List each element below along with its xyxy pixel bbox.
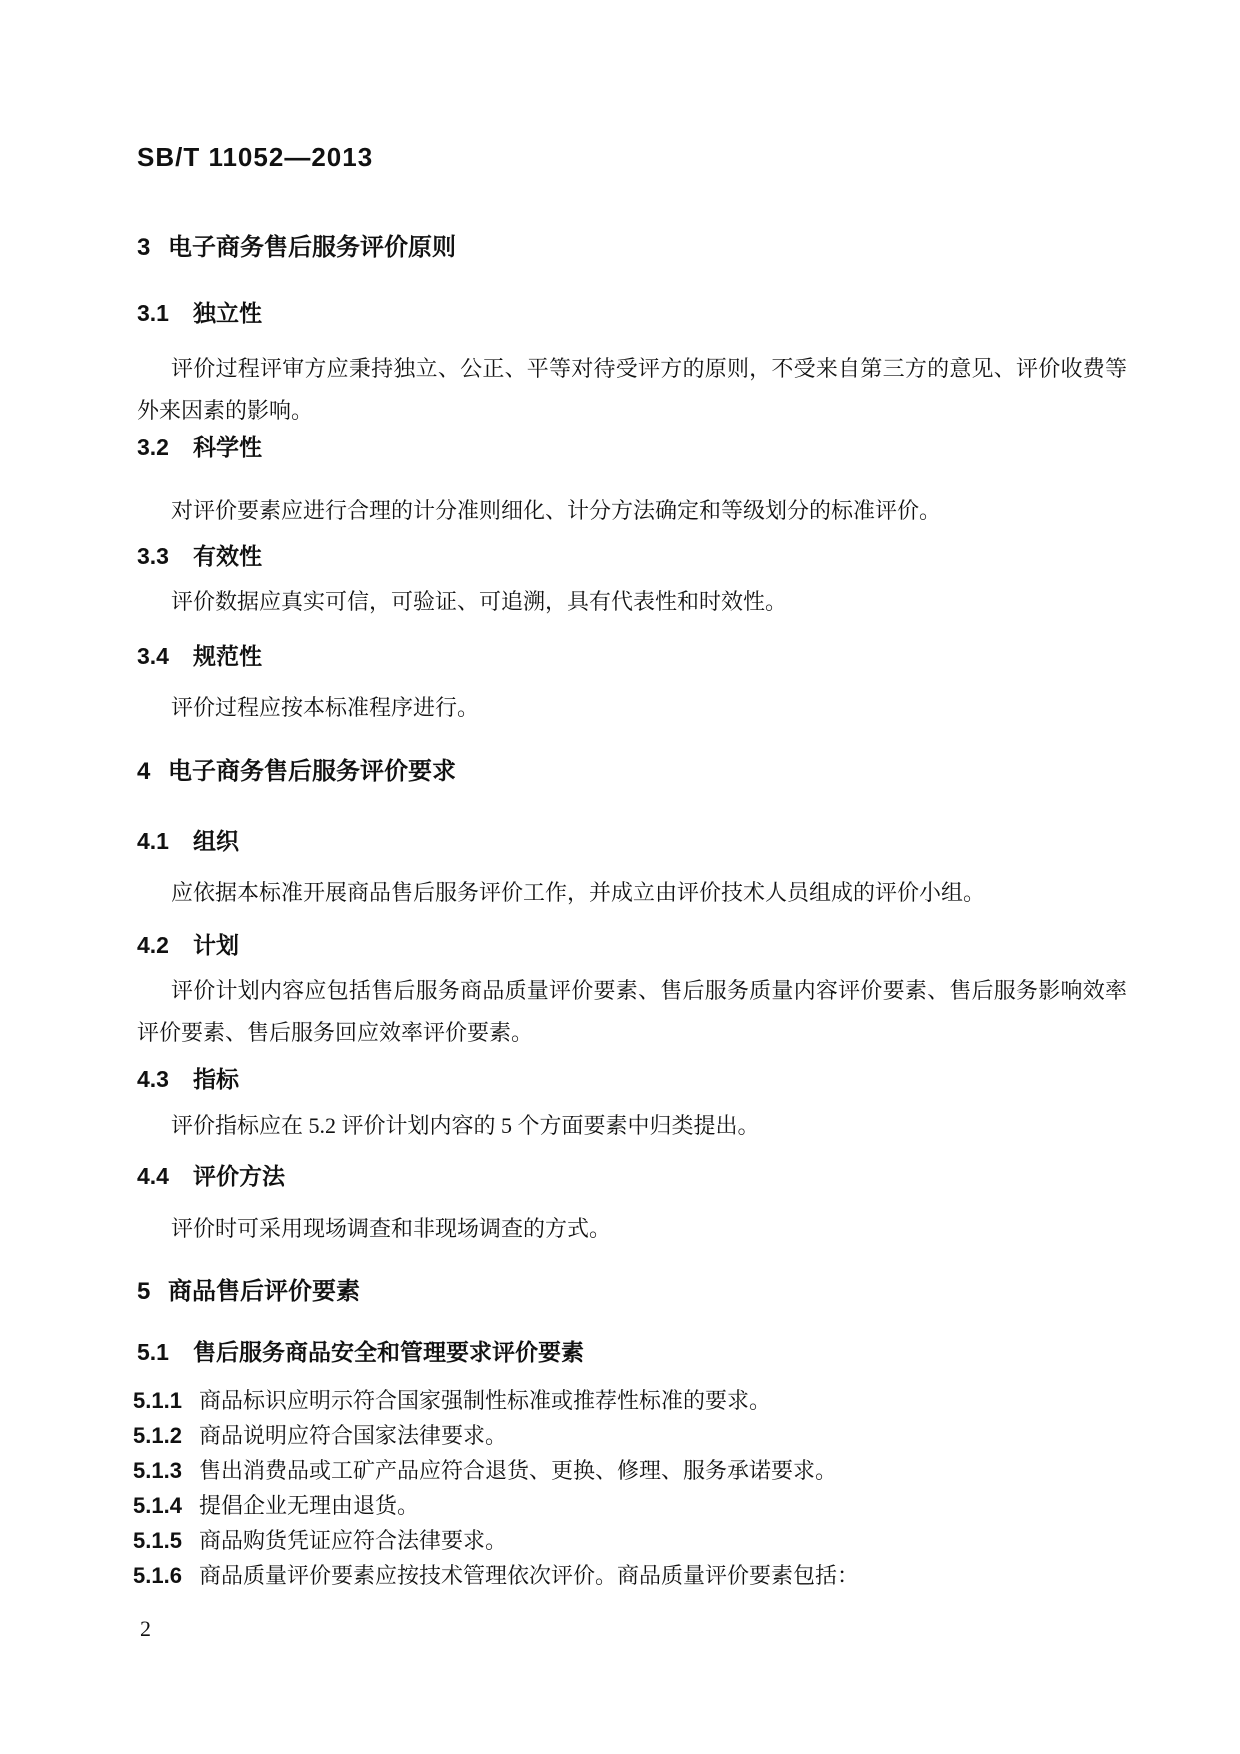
- section-number: 4.1: [137, 828, 169, 854]
- clause-text: 商品标识应明示符合国家强制性标准或推荐性标准的要求。: [199, 1388, 772, 1413]
- clause-number: 5.1.1: [133, 1388, 182, 1413]
- clause-5-1-1: [133, 1386, 1133, 1416]
- chapter-title: 电子商务售后服务评价原则: [168, 234, 456, 261]
- chapter-number: 4: [137, 758, 151, 785]
- section-heading-4-4: [137, 1161, 285, 1191]
- section-number: 5.1: [137, 1339, 169, 1365]
- section-heading-4-2: [137, 930, 239, 960]
- paragraph-4-3: 评价指标应在 5.2 评价计划内容的 5 个方面要素中归类提出。: [171, 1113, 760, 1138]
- chapter-title: 商品售后评价要素: [168, 1278, 360, 1305]
- clause-number: 5.1.6: [133, 1563, 182, 1588]
- paragraph-3-2: 对评价要素应进行合理的计分准则细化、计分方法确定和等级划分的标准评价。: [171, 498, 942, 523]
- chapter-heading-5: [137, 1276, 360, 1308]
- clause-text: 售出消费品或工矿产品应符合退货、更换、修理、服务承诺要求。: [199, 1458, 838, 1483]
- clause-5-1-4: [133, 1491, 1133, 1521]
- section-number: 3.1: [137, 300, 169, 326]
- section-heading-4-3: [137, 1064, 239, 1094]
- clause-number: 5.1.2: [133, 1423, 182, 1448]
- section-heading-3-1: [137, 298, 262, 328]
- chapter-title: 电子商务售后服务评价要求: [168, 758, 456, 785]
- paragraph-3-1: 评价过程评审方应秉持独立、公正、平等对待受评方的原则，不受来自第三方的意见、评价收费等外来因素的影响。: [137, 356, 1127, 423]
- section-title: 售后服务商品安全和管理要求评价要素: [193, 1339, 584, 1365]
- clause-5-1-5: [133, 1526, 1133, 1556]
- section-title: 计划: [193, 932, 239, 958]
- clause-5-1-3: [133, 1456, 1133, 1486]
- paragraph-4-2: 评价计划内容应包括售后服务商品质量评价要素、售后服务质量内容评价要素、售后服务影响效率评价要素、售后服务回应效率评价要素。: [137, 978, 1127, 1045]
- paragraph-4-1: 应依据本标准开展商品售后服务评价工作，并成立由评价技术人员组成的评价小组。: [171, 880, 986, 905]
- paragraph-3-4: 评价过程应按本标准程序进行。: [171, 695, 480, 720]
- section-number: 3.3: [137, 543, 169, 569]
- section-heading-3-2: [137, 432, 262, 462]
- chapter-heading-3: [137, 232, 456, 264]
- section-number: 4.4: [137, 1163, 169, 1189]
- section-heading-4-1: [137, 826, 239, 856]
- clause-number: 5.1.3: [133, 1458, 182, 1483]
- section-title: 评价方法: [193, 1163, 285, 1189]
- section-heading-3-4: [137, 641, 262, 671]
- chapter-number: 5: [137, 1278, 151, 1305]
- section-title: 科学性: [193, 434, 262, 460]
- section-title: 组织: [193, 828, 239, 854]
- section-title: 规范性: [193, 643, 262, 669]
- section-heading-5-1: [137, 1337, 584, 1367]
- section-heading-3-3: [137, 541, 262, 571]
- paragraph-4-4: 评价时可采用现场调查和非现场调查的方式。: [171, 1216, 612, 1241]
- chapter-number: 3: [137, 234, 151, 261]
- clause-5-1-2: [133, 1421, 1133, 1451]
- clause-number: 5.1.4: [133, 1493, 182, 1518]
- section-number: 4.2: [137, 932, 169, 958]
- page-number: 2: [140, 1616, 151, 1641]
- section-title: 指标: [193, 1066, 239, 1092]
- section-title: 独立性: [193, 300, 262, 326]
- clause-text: 提倡企业无理由退货。: [199, 1493, 420, 1518]
- section-title: 有效性: [193, 543, 262, 569]
- clause-text: 商品购货凭证应符合法律要求。: [199, 1528, 508, 1553]
- clause-number: 5.1.5: [133, 1528, 182, 1553]
- chapter-heading-4: [137, 756, 456, 788]
- clause-5-1-6: [133, 1561, 1133, 1591]
- section-number: 3.2: [137, 434, 169, 460]
- clause-text: 商品质量评价要素应按技术管理依次评价。商品质量评价要素包括：: [199, 1563, 860, 1588]
- section-number: 3.4: [137, 643, 169, 669]
- standard-number-header: SB/T 11052—2013: [137, 142, 374, 172]
- section-number: 4.3: [137, 1066, 169, 1092]
- clause-text: 商品说明应符合国家法律要求。: [199, 1423, 508, 1448]
- paragraph-3-3: 评价数据应真实可信，可验证、可追溯，具有代表性和时效性。: [171, 589, 788, 614]
